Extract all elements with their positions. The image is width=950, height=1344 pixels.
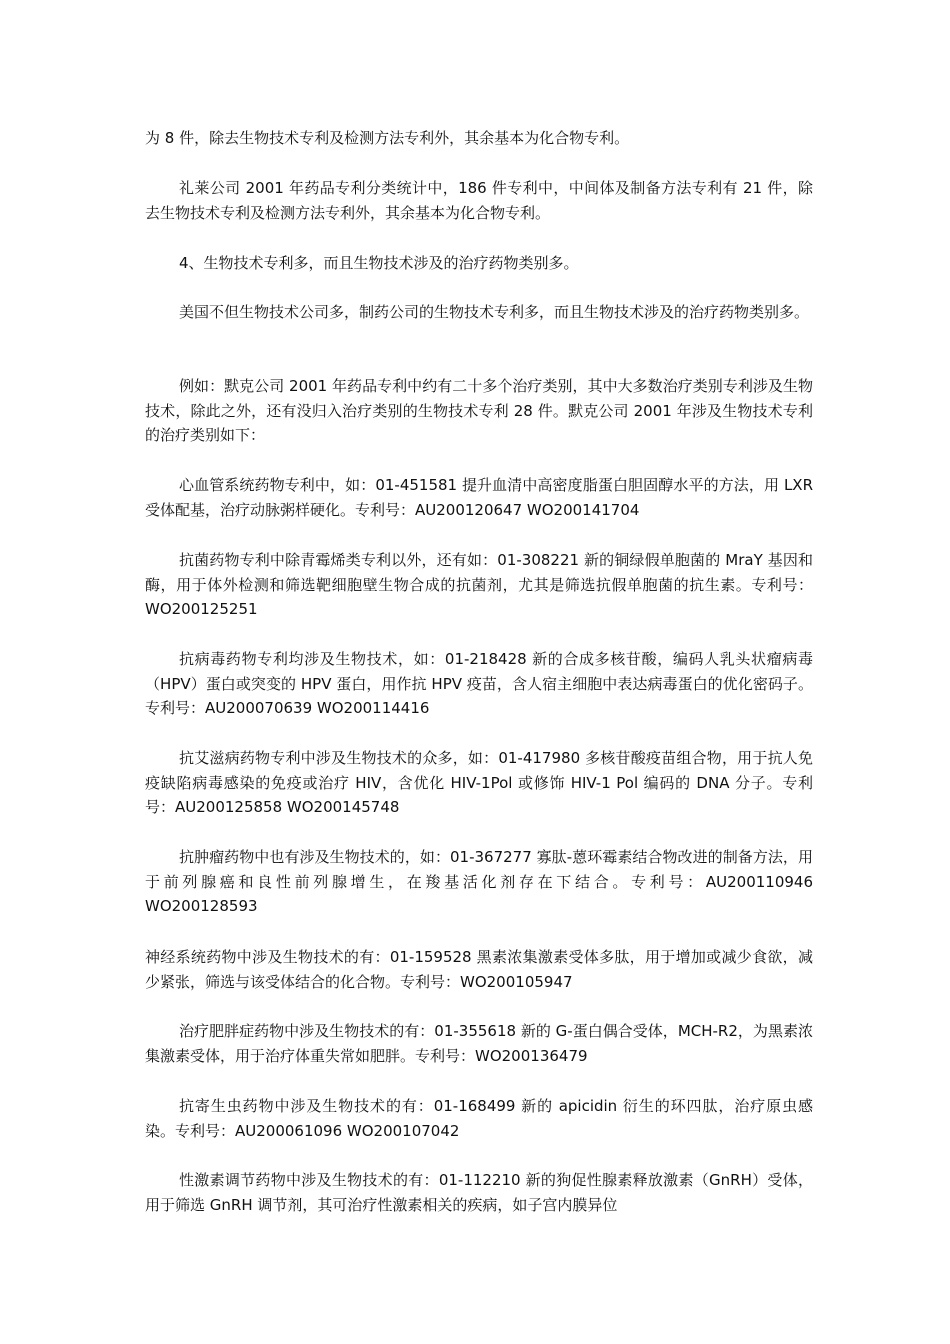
paragraph-nervous-system: 神经系统药物中涉及生物技术的有：01-159528 黑素浓集激素受体多肽，用于增加或减少食欲，减少紧张，筛选与该受体结合的化合物。专利号：WO200105947 — [145, 948, 813, 991]
paragraph-antibacterial: 抗菌药物专利中除青霉烯类专利以外，还有如：01-308221 新的铜绿假单胞菌的 MraY 基因和酶，用于体外检测和筛选靶细胞壁生物合成的抗菌剂，尤其是筛选抗假单胞菌的抗生素。专利号：WO200125251 — [145, 551, 813, 618]
paragraph-antiviral: 抗病毒药物专利均涉及生物技术，如：01-218428 新的合成多核苷酸，编码人乳头状瘤病毒（HPV）蛋白或突变的 HPV 蛋白，用作抗 HPV 疫苗，含人宿主细胞中表达病毒蛋白的优化密码子。专利号：AU200070639 WO200114416 — [145, 650, 813, 717]
paragraph-cardiovascular: 心血管系统药物专利中，如：01-451581 提升血清中高密度脂蛋白胆固醇水平的方法，用 LXR 受体配基，治疗动脉粥样硬化。专利号：AU200120647 WO200141704 — [145, 476, 813, 519]
paragraph-antiparasitic: 抗寄生虫药物中涉及生物技术的有：01-168499 新的 apicidin 衍生的环四肽，治疗原虫感染。专利号：AU200061096 WO200107042 — [145, 1097, 813, 1140]
paragraph-1: 为 8 件，除去生物技术专利及检测方法专利外，其余基本为化合物专利。 — [145, 129, 630, 147]
paragraph-anti-hiv: 抗艾滋病药物专利中涉及生物技术的众多，如：01-417980 多核苷酸疫苗组合物，用于抗人免疫缺陷病毒感染的免疫或治疗 HIV，含优化 HIV-1Pol 或修饰 HIV-1 Pol 编码的 DNA 分子。专利号：AU200125858 WO200145748 — [145, 749, 813, 816]
paragraph-3: 美国不但生物技术公司多，制药公司的生物技术专利多，而且生物技术涉及的治疗药物类别多。 — [179, 303, 810, 321]
paragraph-antitumor: 抗肿瘤药物中也有涉及生物技术的，如：01-367277 寡肽-蒽环霉素结合物改进的制备方法，用于前列腺癌和良性前列腺增生，在羧基活化剂存在下结合。专利号：AU200110946 WO200128593 — [145, 848, 813, 915]
paragraph-obesity: 治疗肥胖症药物中涉及生物技术的有：01-355618 新的 G-蛋白偶合受体，MCH-R2，为黑素浓集激素受体，用于治疗体重失常如肥胖。专利号：WO200136479 — [145, 1022, 813, 1065]
paragraph-4: 例如：默克公司 2001 年药品专利中约有二十多个治疗类别，其中大多数治疗类别专利涉及生物技术，除此之外，还有没归入治疗类别的生物技术专利 28 件。默克公司 2001 年涉及生物技术专利的治疗类别如下： — [145, 377, 813, 444]
paragraph-2: 礼莱公司 2001 年药品专利分类统计中，186 件专利中，中间体及制备方法专利有 21 件，除去生物技术专利及检测方法专利外，其余基本为化合物专利。 — [145, 179, 813, 222]
paragraph-sex-hormone: 性激素调节药物中涉及生物技术的有：01-112210 新的狗促性腺素释放激素（GnRH）受体，用于筛选 GnRH 调节剂，其可治疗性激素相关的疾病，如子宫内膜异位 — [145, 1171, 813, 1214]
paragraph-heading-4: 4、生物技术专利多，而且生物技术涉及的治疗药物类别多。 — [179, 254, 579, 272]
